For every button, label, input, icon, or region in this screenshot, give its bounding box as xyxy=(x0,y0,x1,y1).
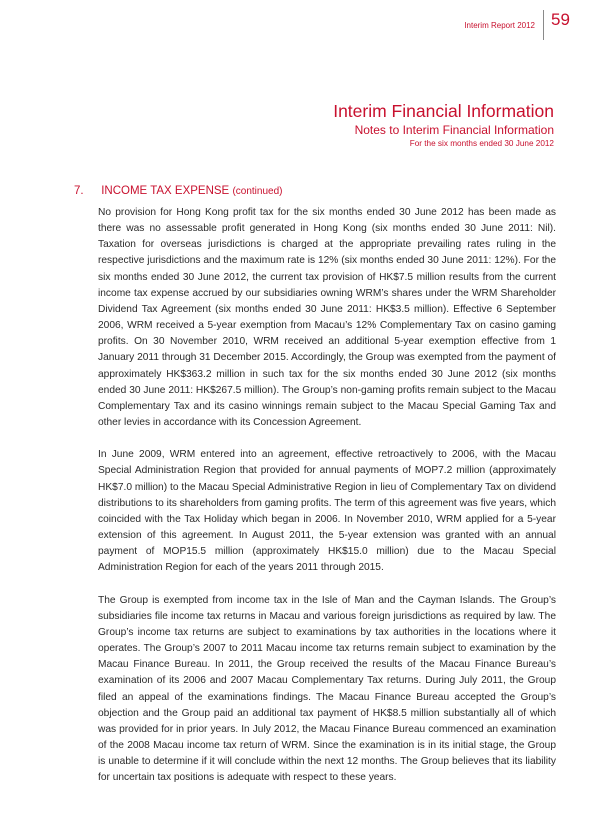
section-continued: (continued) xyxy=(232,186,283,197)
page-number: 59 xyxy=(551,10,570,29)
paragraph: No provision for Hong Kong profit tax for the six months ended 30 June 2012 has been made as there was no assessable profit generated in Hong Kong (six months ended 30 June 2011: Nil). Taxation for overseas jurisdictions is charged at the appropriate prevailing rates ruling in the respective jurisdictions and the maximum rate is 12% (six months ended 30 June 2011: 12%). For the six months ended 30 June 2012, the current tax provision of HK$7.5 million results from the current income tax expense accrued by our subsidiaries owning WRM’s shares under the WRM Shareholder Dividend Tax Agreement (six months ended 30 June 2011: HK$3.5 million). Effective 6 September 2006, WRM received a 5-year exemption from Macau’s 12% Complementary Tax on casino gaming profits. On 30 November 2010, WRM received an additional 5-year exemption effective from 1 January 2011 through 31 December 2015. Accordingly, the Group was exempted from the payment of approximately HK$363.2 million in such tax for the six months ended 30 June 2012 (six months ended 30 June 2011: HK$267.5 million). The Group’s non-gaming profits remain subject to the Macau Complementary Tax and its casino winnings remain subject to the Macau Special Gaming Tax and other levies in accordance with its Concession Agreement. xyxy=(98,207,556,429)
body-text xyxy=(98,205,556,803)
section-title: INCOME TAX EXPENSE xyxy=(101,185,230,197)
page-header xyxy=(333,101,554,150)
page-divider xyxy=(543,10,544,40)
paragraph: In June 2009, WRM entered into an agreement, effective retroactively to 2006, with the Macau Special Administration Region that provided for annual payments of MOP7.2 million (approximately HK$7.0 million) to the Macau Special Administrative Region in lieu of Complementary Tax on dividend distributions to its shareholders from gaming profits. The term of this agreement was five years, which coincided with the Tax Holiday which began in 2006. In November 2010, WRM applied for a 5-year extension of this agreement. In August 2011, the 5-year extension was granted with an annual payment of MOP15.5 million (approximately HK$15.0 million) due to the Macau Special Administration Region for each of the years 2011 through 2015. xyxy=(98,449,556,574)
page-subtitle: Notes to Interim Financial Information xyxy=(354,123,554,137)
report-label: Interim Report 2012 xyxy=(464,21,535,30)
paragraph: The Group is exempted from income tax in the Isle of Man and the Cayman Islands. The Group’s subsidiaries file income tax returns in Macau and various foreign jurisdictions as required by law. The Group’s income tax returns are subject to examinations by tax authorities in the locations where it operates. The Group’s 2007 to 2011 Macau income tax returns remain subject to examination by the Macau Finance Bureau. In 2011, the Group received the results of the Macau Finance Bureau’s examination of its 2006 and 2007 Macau Complementary Tax returns. During July 2011, the Group filed an appeal of the examinations findings. The Macau Finance Bureau accepted the Group’s objection and the Group paid an additional tax payment of HK$8.5 million substantially all of which was provided for in prior years. In July 2012, the Macau Finance Bureau commenced an examination of the 2008 Macau income tax return of WRM. Since the examination is in its initial stage, the Group is unable to determine if it will conclude within the next 12 months. The Group believes that its liability for uncertain tax positions is adequate with respect to these years. xyxy=(98,594,556,784)
section-heading xyxy=(74,183,282,200)
section-number: 7. xyxy=(74,185,84,197)
period-label: For the six months ended 30 June 2012 xyxy=(409,139,554,148)
page-title: Interim Financial Information xyxy=(333,101,554,121)
